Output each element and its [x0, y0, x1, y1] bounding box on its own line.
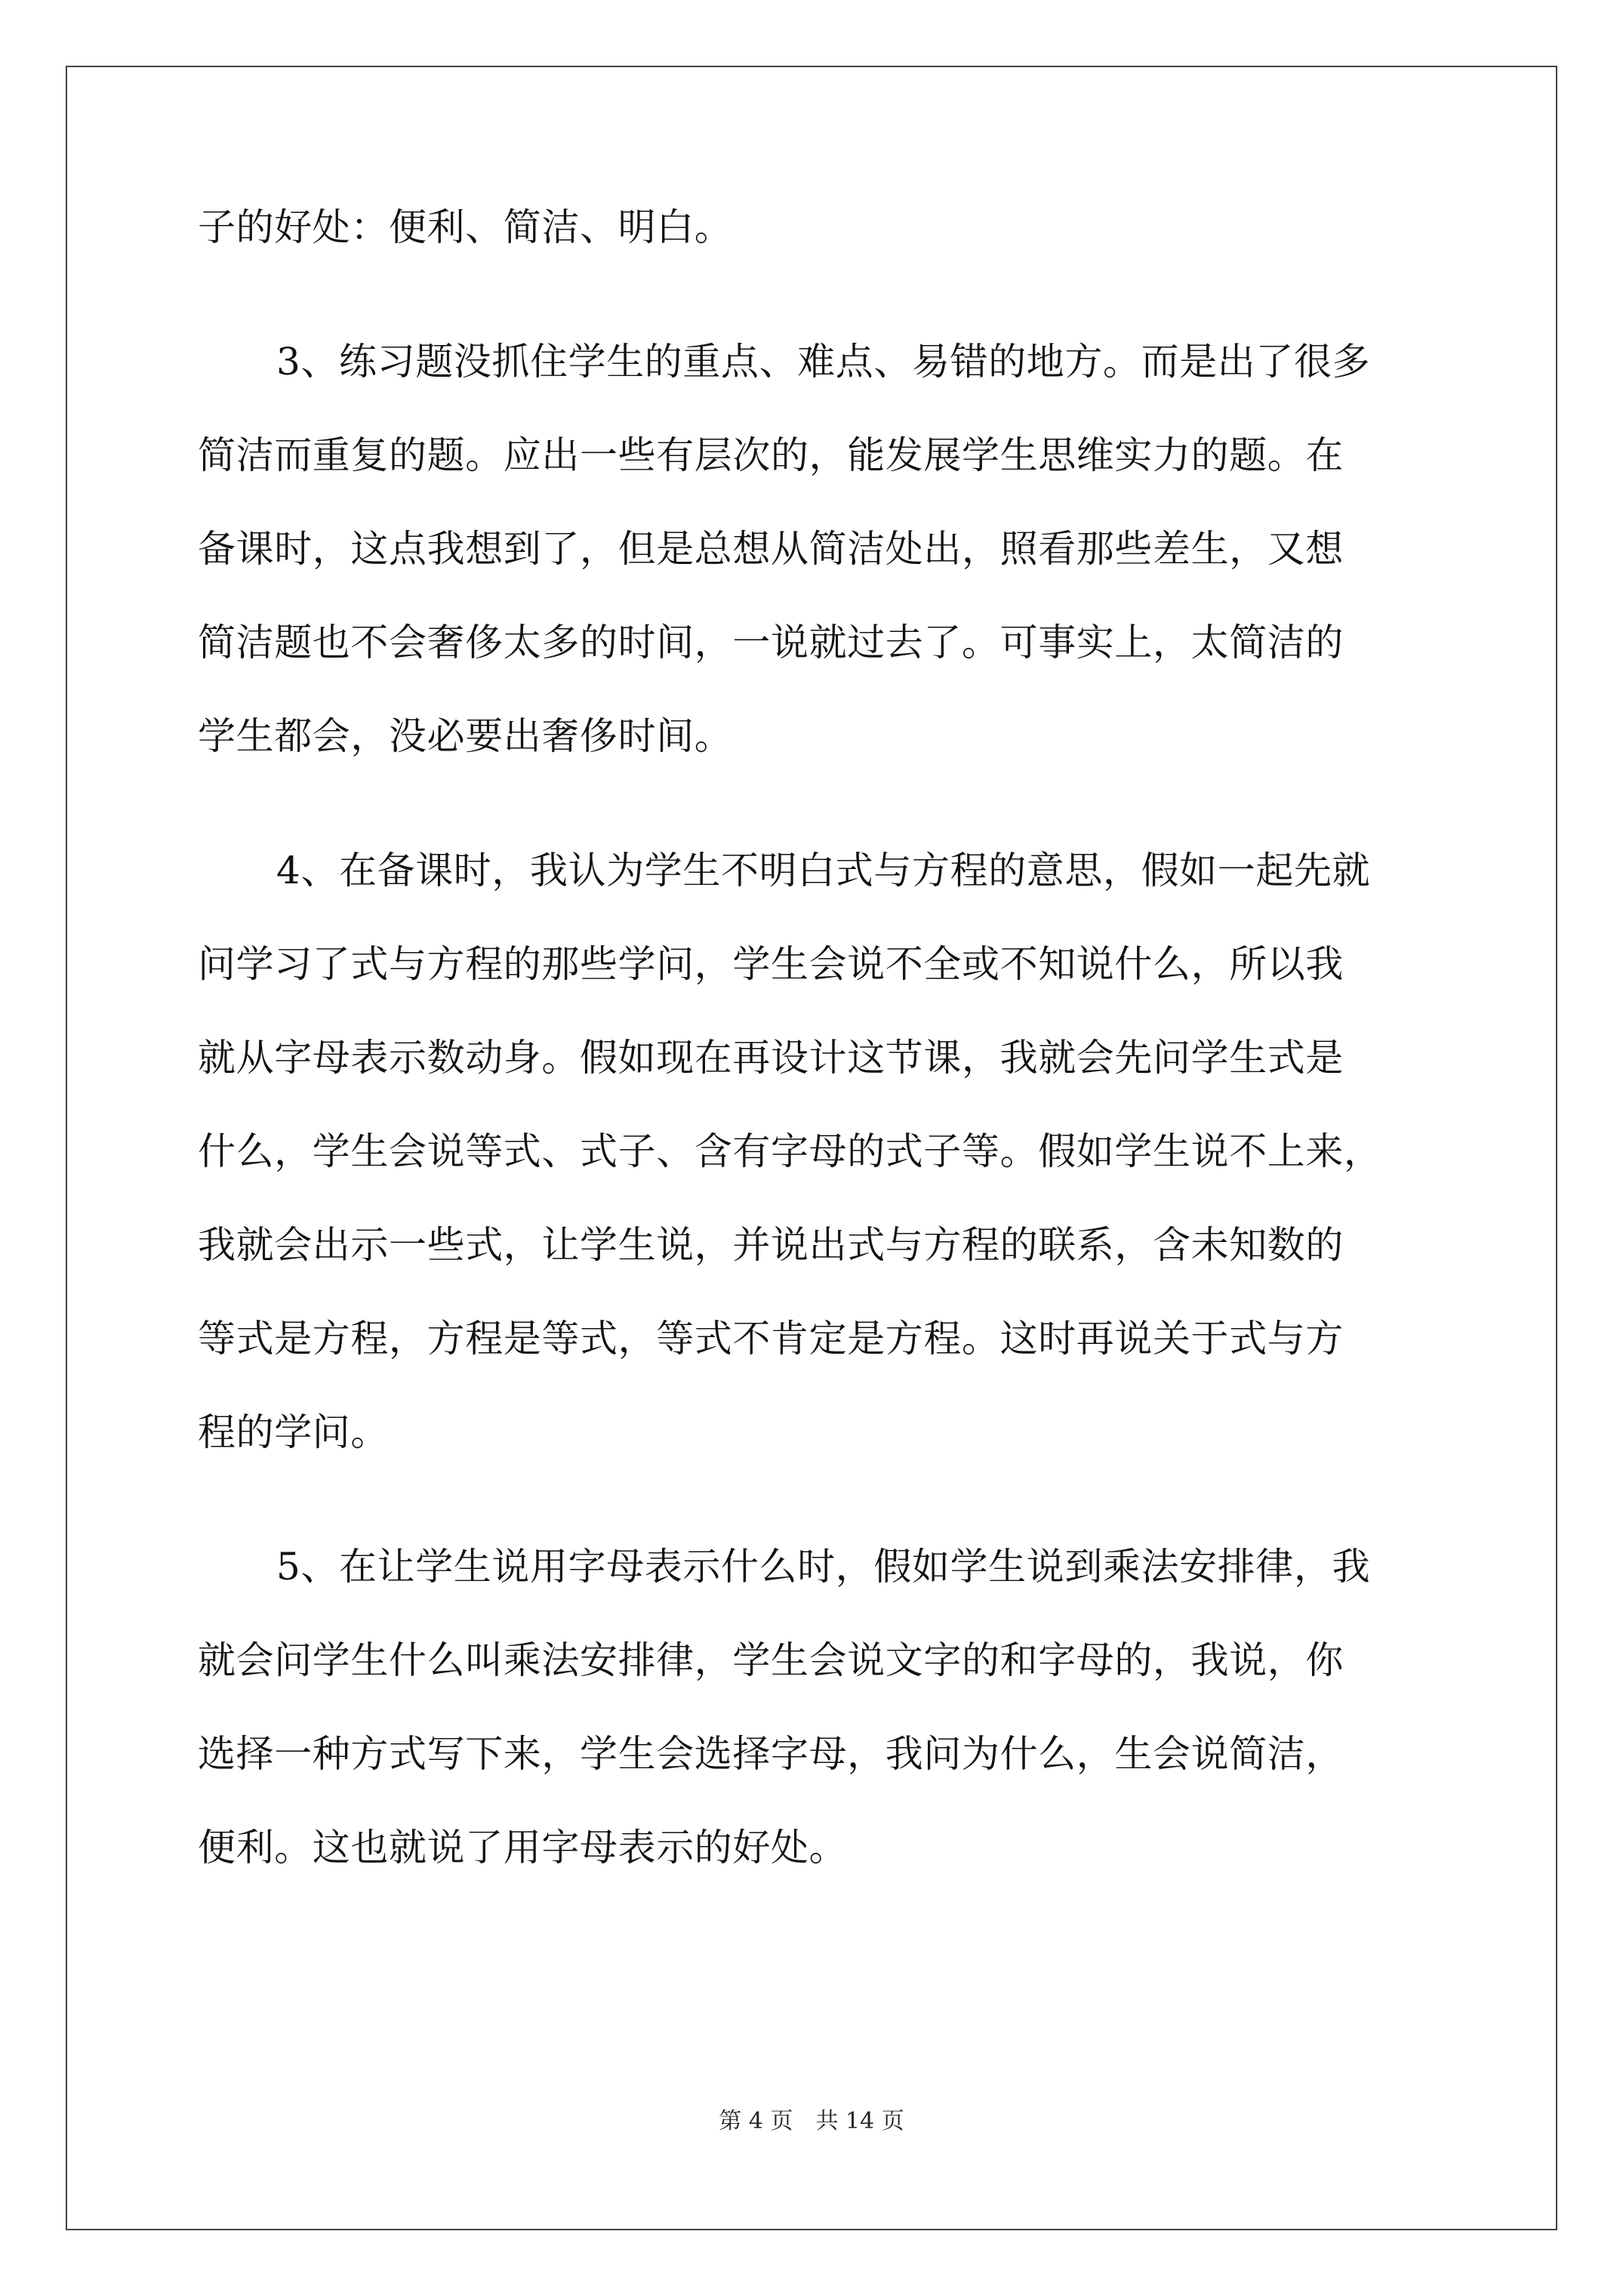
text-line: 我就会出示一些式，让学生说，并说出式与方程的联系，含未知数的: [198, 1223, 1344, 1267]
page-number-footer: 第 4 页 共 14 页: [719, 2108, 904, 2134]
text-line: 问学习了式与方程的那些学问，学生会说不全或不知说什么，所以我: [198, 942, 1344, 986]
text-line: 简洁题也不会奢侈太多的时间，一说就过去了。可事实上，太简洁的: [198, 621, 1344, 664]
text-line: 备课时，这点我想到了，但是总想从简洁处出，照看那些差生，又想: [198, 527, 1344, 571]
text-line: 程的学问。: [198, 1410, 389, 1454]
text-line: 便利。这也就说了用字母表示的好处。: [198, 1826, 848, 1869]
paragraph-3-line: 3、练习题没抓住学生的重点、难点、易错的地方。而是出了很多: [276, 340, 1371, 384]
text-line: 就会问学生什么叫乘法安排律，学生会说文字的和字母的，我说，你: [198, 1638, 1344, 1682]
text-line: 学生都会，没必要出奢侈时间。: [198, 714, 733, 758]
text-line: 什么，学生会说等式、式子、含有字母的式子等。假如学生说不上来，: [198, 1130, 1382, 1173]
text-line: 子的好处：便利、简洁、明白。: [198, 205, 733, 249]
text-line: 简洁而重复的题。应出一些有层次的，能发展学生思维实力的题。在: [198, 433, 1344, 477]
paragraph-4-line: 4、在备课时，我认为学生不明白式与方程的意思，假如一起先就: [276, 849, 1371, 892]
text-line: 等式是方程，方程是等式，等式不肯定是方程。这时再说关于式与方: [198, 1317, 1344, 1361]
text-line: 选择一种方式写下来，学生会选择字母，我问为什么，生会说简洁，: [198, 1732, 1344, 1776]
text-line: 就从字母表示数动身。假如现在再设计这节课，我就会先问学生式是: [198, 1036, 1344, 1080]
paragraph-5-line: 5、在让学生说用字母表示什么时，假如学生说到乘法安排律，我: [276, 1545, 1371, 1589]
